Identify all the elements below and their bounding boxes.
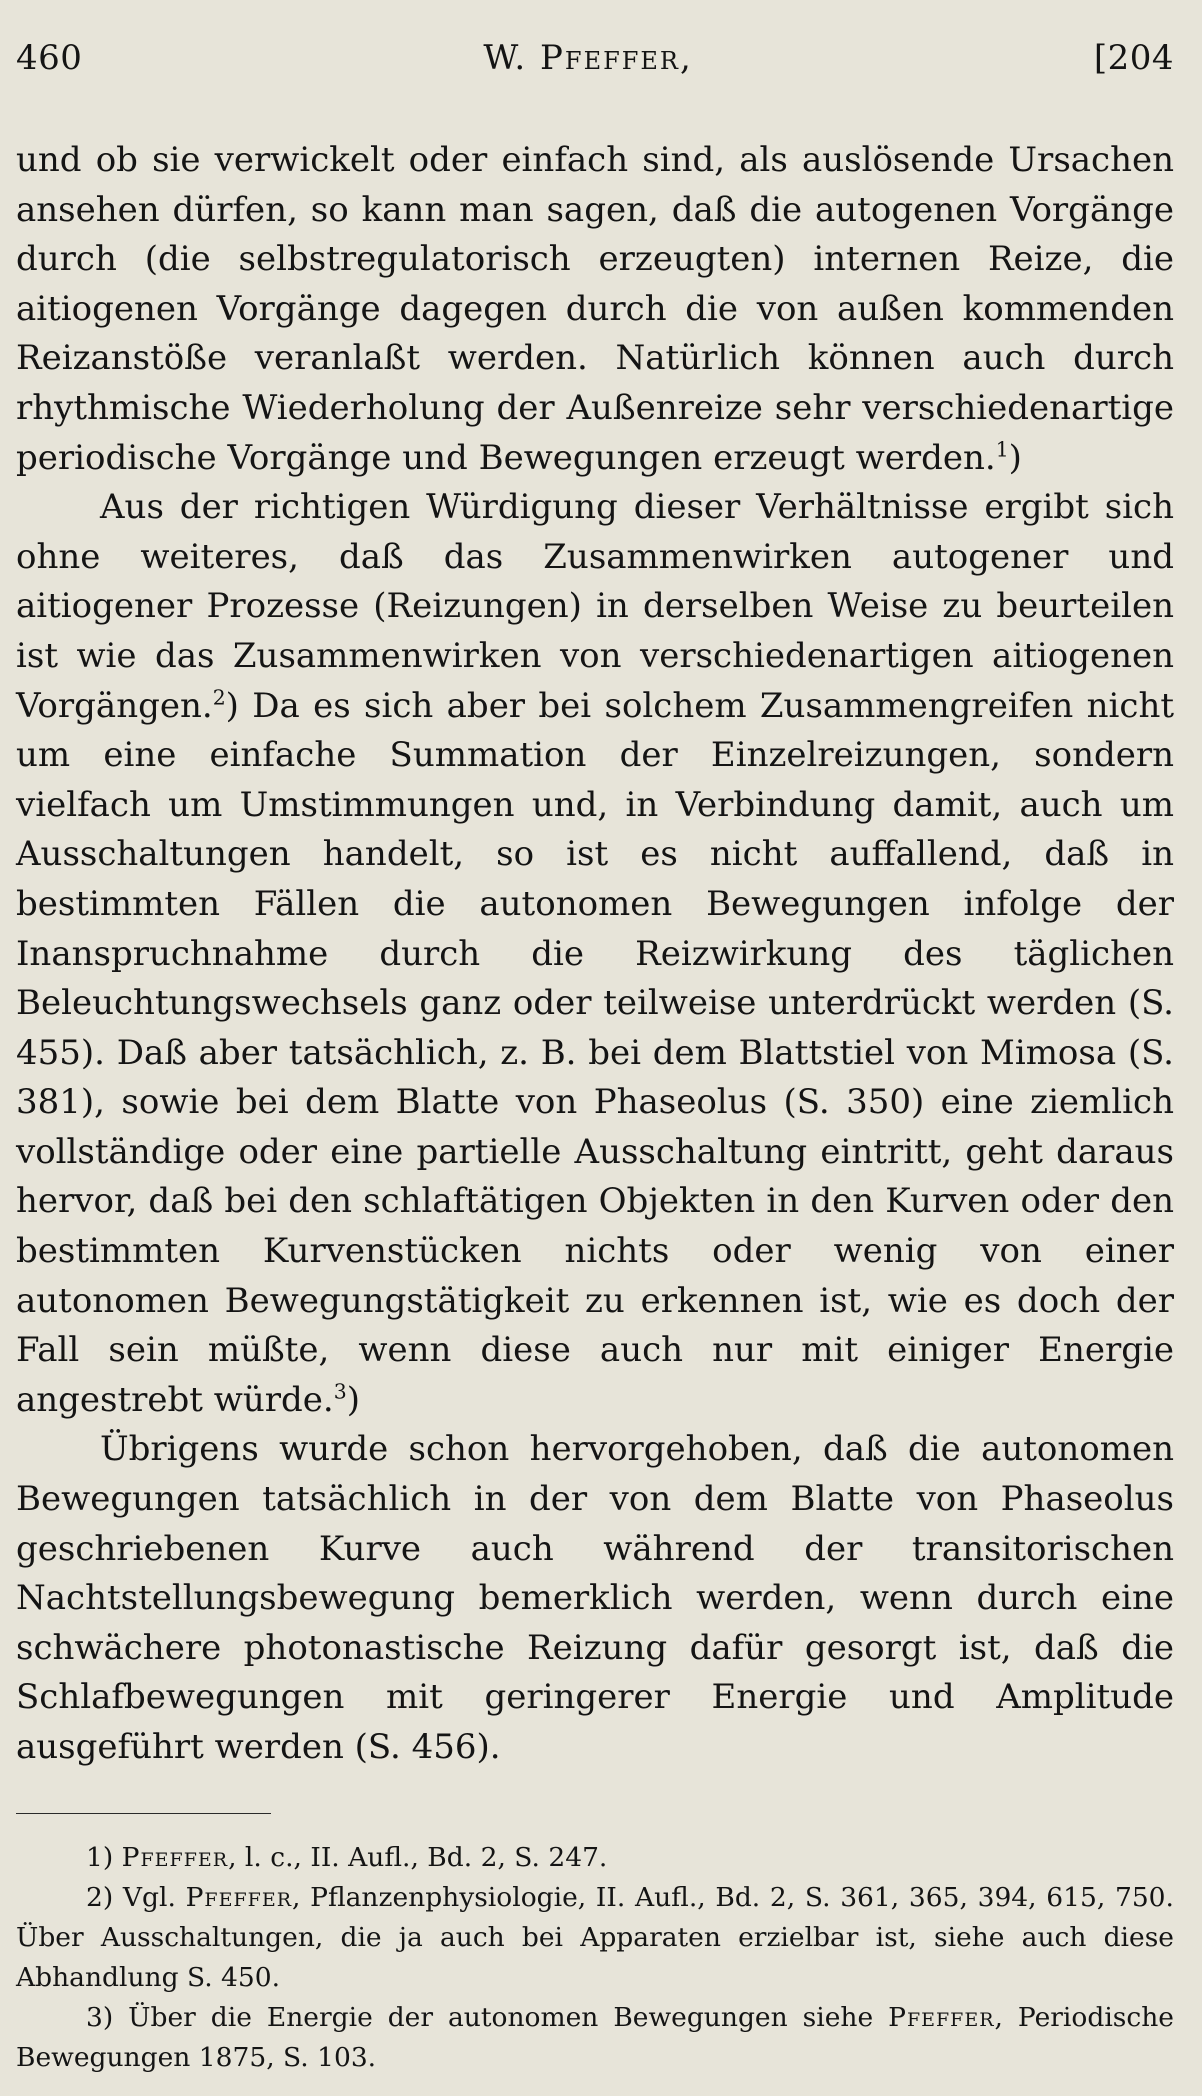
original-page-marker: [204: [1093, 38, 1174, 78]
paragraph-2-text-a: Aus der richtigen Würdigung dieser Verhältnisse ergibt sich ohne weiteres, daß das Zusammenwirken autogener und aitiogener Prozesse (Reizungen) in derselben Weise zu beurteilen ist wie das Zusammenwirken von verschiedenartigen aitiogenen Vorgängen.: [16, 487, 1174, 726]
paragraph-1: [16, 136, 1174, 483]
page-number: 460: [16, 38, 83, 78]
footnote-3-author: Pfeffer: [888, 2001, 995, 2033]
footnote-1-marker: 1): [86, 1841, 114, 1873]
main-text: [16, 136, 1174, 1773]
footnotes: [16, 1838, 1174, 2078]
footnote-3-marker: 3): [86, 2001, 114, 2033]
paragraph-3: [16, 1425, 1174, 1772]
footnote-ref-1: 1: [995, 437, 1009, 462]
paragraph-1-text: und ob sie verwickelt oder einfach sind, als auslösende Ursachen ansehen dürfen, so kann man sagen, daß die autogenen Vorgänge durch (die selbstregulatorisch erzeugten) internen Reize, die aitiogenen Vorgänge dagegen durch die von außen kommenden Reizanstöße veranlaßt werden. Natürlich können auch durch rhythmische Wiederholung der Außenreize sehr verschiedenartige periodische Vorgänge und Bewegungen erzeugt werden.: [16, 140, 1174, 478]
footnote-1: [16, 1838, 1174, 1878]
running-head: [16, 38, 1174, 90]
footnote-2: [16, 1878, 1174, 1998]
footnote-ref-1-paren: ): [1008, 437, 1022, 478]
footnote-ref-3: 3: [333, 1379, 347, 1404]
footnote-1-text: , l. c., II. Aufl., Bd. 2, S. 247.: [228, 1841, 608, 1873]
footnote-2-author: Pfeffer: [185, 1881, 293, 1913]
footnote-3-text: , Periodische Bewegungen 1875, S. 103.: [16, 2001, 1174, 2073]
footnote-ref-3-paren: ): [346, 1379, 360, 1420]
paragraph-3-text: Übrigens wurde schon hervorgehoben, daß die autonomen Bewegungen tatsächlich in der von dem Blatte von Phaseolus geschriebenen Kurve auch während der transitorischen Nachtstellungsbewegung bemerklich werden, wenn durch eine schwächere photonastische Reizung dafür gesorgt ist, daß die Schlafbewegungen mit geringerer Energie und Amplitude ausgeführt werden (S. 456).: [16, 1429, 1174, 1767]
footnote-2-text: , Pflanzenphysiologie, II. Aufl., Bd. 2, S. 361, 365, 394, 615, 750. Über Ausschaltungen, die ja auch bei Apparaten erzielbar ist, siehe auch diese Abhandlung S. 450.: [16, 1881, 1174, 1993]
paragraph-2: [16, 483, 1174, 1425]
footnote-2-marker: 2): [86, 1881, 114, 1913]
footnote-2-prefix: Vgl.: [122, 1881, 176, 1913]
footnote-3: [16, 1998, 1174, 2078]
footnote-separator: [16, 1813, 271, 1814]
footnote-1-author: Pfeffer: [121, 1841, 229, 1873]
footnote-3-prefix: Über die Energie der autonomen Bewegungen siehe: [128, 2001, 874, 2033]
paragraph-2-text-b: ) Da es sich aber bei solchem Zusammengreifen nicht um eine einfache Summation der Einzelreizungen, sondern vielfach um Umstimmungen und, in Verbindung damit, auch um Ausschaltungen handelt, so ist es nicht auffallend, daß in bestimmten Fällen die autonomen Bewegungen infolge der Inanspruchnahme durch die Reizwirkung des täglichen Beleuchtungswechsels ganz oder teilweise unterdrückt werden (S. 455). Daß aber tatsächlich, z. B. bei dem Blattstiel von Mimosa (S. 381), sowie bei dem Blatte von Phaseolus (S. 350) eine ziemlich vollständige oder eine partielle Ausschaltung eintritt, geht daraus hervor, daß bei den schlaftätigen Objekten in den Kurven oder den bestimmten Kurvenstücken nichts oder wenig von einer autonomen Bewegungstätigkeit zu erkennen ist, wie es doch der Fall sein müßte, wenn diese auch nur mit einiger Energie angestrebt würde.: [16, 685, 1174, 1420]
footnote-ref-2: 2: [212, 685, 226, 710]
running-head-author: W. Pfeffer,: [483, 38, 693, 78]
